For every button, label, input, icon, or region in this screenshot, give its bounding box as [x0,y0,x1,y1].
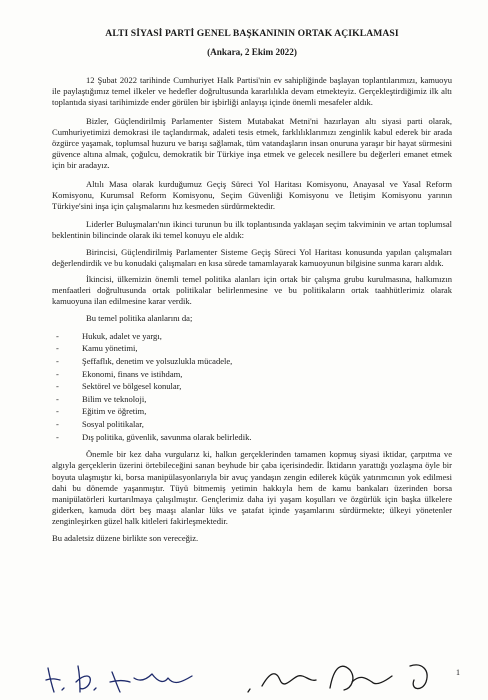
signature-5 [330,666,392,690]
signature-3 [110,672,192,692]
list-item: - Kamu yönetimi, [52,342,452,355]
paragraph-principles: Bizler, Güçlendirilmiş Parlamenter Sistem Mutabakat Metni'ni hazırlayan altı siyasi parti olarak, Cumhuriyetimizi demokrasi ile taçlandırmak, adaleti tesis etmek, farklılıklarımızı zenginlik kabul ederek bir arada özgürce yaşamak, toplumsal huzuru ve barışı sağlamak, tüm vatandaşların insan onuruna yaraşır bir hayat sürmesini güvence altına almak, çoğulcu, demokratik bir Türkiye inşa etmek ve gelecek nesillere bu değerleri emanet etmek için bir aradayız. [52,115,452,171]
signatures-row [0,652,488,700]
list-item: - Hukuk, adalet ve yargı, [52,330,452,343]
list-item: - Sektörel ve bölgesel konular, [52,380,452,393]
closing-statement: Bu adaletsiz düzene birlikte son vereceğiz. [52,532,199,543]
list-item: - Şeffaflık, denetim ve yolsuzlukla mücadele, [52,355,452,368]
paragraph-intro: 12 Şubat 2022 tarihinde Cumhuriyet Halk Partisi'nin ev sahipliğinde başlayan toplantılarımızı, kamuoyu ile paylaştığımız temel ilkeler ve hedefler doğrultusunda kararlılıkla devam etmekteyiz. Gerçekleştirdiğimiz ilk altı toplantıda siyasi tarihimizde ender görülen bir işbirliği anlayışı içinde önemli mesafeler aldık. [52,75,452,108]
paragraph-first-topic: Birincisi, Güçlendirilmiş Parlamenter Sisteme Geçiş Süreci Yol Haritası konusunda yapılan çalışmaları değerlendirdik ve bu konudaki çalışmaları en kısa sürede tamamlayarak kamuoyunun bilgisine sunma kararı aldık. [52,246,452,268]
document-body [52,75,452,544]
list-item: - Ekonomi, finans ve istihdam, [52,368,452,381]
paragraph-closing: Önemle bir kez daha vurgularız ki, halkın gerçeklerinden tamamen kopmuş siyasi iktidar, çarpıtma ve algıyla gerçeklerin üzerini örtebileceğini sanan beyhude bir çaba içerisindedir. İktidarın yarattığı yozlaşma öyle bir boyuta ulaşmıştır ki, borsa manipülasyonlarıyla bir avuç yandaşın zengin edilerek küçük yatırımcının yok edilmesi dahi bu dönemde yaşanmıştır. Tüyü bitmemiş yetimin hakkıyla hem de kamu bankaları üzerinden borsa manipülatörleri kurtarılmaya çalışılmıştır. Gençlerimiz daha iyi yaşam koşulları ve özgürlük için başka ülkelere giderken, kamuda dört beş maaşı alanlar lüks ve şatafat içinde yaşamlarını sürdürmekte; ülkeyi yönetenler zenginleşirken güzel halk kitleleri fakirleşmektedir. [52,449,452,527]
signature-2 [76,666,96,692]
handwritten-signatures [0,652,488,700]
signature-6 [410,665,427,689]
list-item: - Bilim ve teknoloji, [52,393,452,406]
paragraph-commissions: Altılı Masa olarak kurduğumuz Geçiş Süreci Yol Haritası Komisyonu, Anayasal ve Yasal Reform Komisyonu, Kurumsal Reform Komisyonu, Seçim Güvenliği Komisyonu ve İletişim Komisyonu yarının Türkiye'sini inşa için çalışmalarını hız kesmeden sürdürmektedir. [52,178,452,212]
signature-4 [248,674,316,692]
paragraph-policy-intro: Bu temel politika alanlarını da; [86,312,193,323]
paragraph-second-topic: İkincisi, ülkemizin önemli temel politika alanları için ortak bir çalışma grubu kurulmasına, halkımızın menfaatleri doğrultusunda ortak politikalar belirlenmesine ve bu politikaların ortak taahhütlerimiz olarak kamuoyuna ilan edilmesine karar verdik. [52,274,452,307]
list-item: - Sosyal politikalar, [52,418,452,431]
signature-1 [46,668,64,692]
page-number: 1 [456,668,460,677]
paragraph-leaders-meeting: Liderler Buluşmaları'nın ikinci turunun bu ilk toplantısında yaklaşan seçim takviminin ve artan toplumsal beklentinin bilincinde olarak iki temel konuyu ele aldık: [52,219,452,241]
list-item: - Eğitim ve öğretim, [52,405,452,418]
document-title: ALTI SİYASİ PARTİ GENEL BAŞKANININ ORTAK AÇIKLAMASI [105,28,399,39]
policy-areas-list [52,330,452,443]
document-page [52,28,452,544]
document-subtitle: (Ankara, 2 Ekim 2022) [207,47,297,57]
list-item: - Dış politika, güvenlik, savunma olarak belirledik. [52,431,452,444]
